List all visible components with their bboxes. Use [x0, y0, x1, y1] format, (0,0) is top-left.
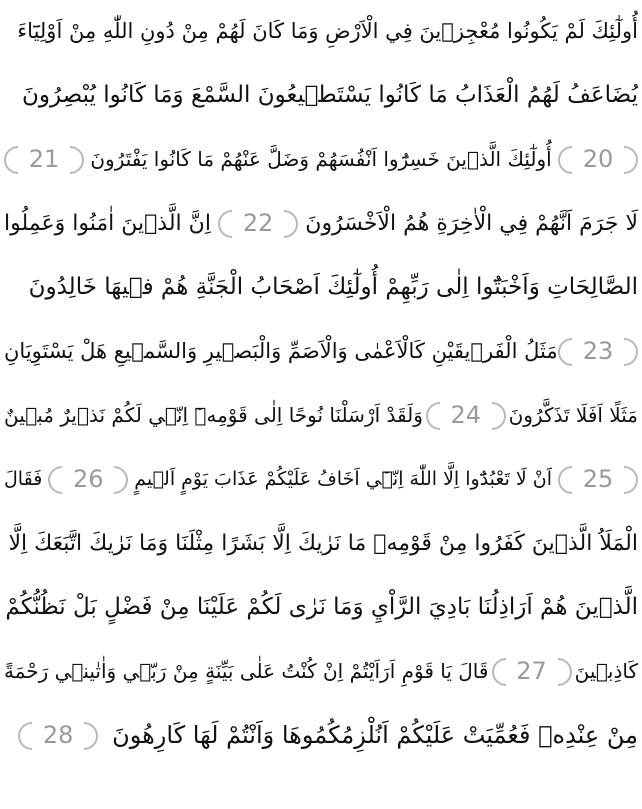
text-line-2 — [4, 64, 638, 126]
text-line-5 — [4, 256, 638, 318]
verse-number: 21 — [28, 145, 60, 173]
verse-text: مَثَلًا اَفَلَا تَذَكَّرُونَ — [508, 403, 638, 427]
verse-number: 23 — [582, 337, 614, 365]
verse-text: يُضَاعَفُ لَهُمُ الْعَذَابُ مَا كَانُوا يَسْتَطٖيعُونَ السَّمْعَ وَمَا كَانُوا يُبْصِرُونَ — [21, 82, 638, 108]
verse-text: أُولٰٓئِكَ الَّذٖينَ خَسِرُٓوا اَنْفُسَهُمْ وَضَلَّ عَنْهُمْ مَا كَانُوا يَفْتَرُونَ — [90, 147, 552, 171]
verse-text: مِنْ عِنْدِهٖ فَعُمِّيَتْ عَلَيْكُمْ اَنُلْزِمُكُمُوهَا وَاَنْتُمْ لَهَا كَارِهُونَ — [112, 721, 638, 749]
verse-text: كَاذِبٖينَ — [574, 659, 638, 683]
text-line-3 — [4, 128, 638, 190]
text-line-1 — [4, 0, 638, 62]
verse-text: مَثَلُ الْفَرٖيقَيْنِ كَالْاَعْمٰى وَالْاَصَمِّ وَالْبَصٖيرِ وَالسَّمٖيعِ هَلْ يَسْتَوِيَانِ — [4, 339, 558, 363]
verse-text: اَنْ لَا تَعْبُدُٓوا اِلَّا اللّٰهَ اِنّٖٓي اَخَافُ عَلَيْكُمْ عَذَابَ يَوْمٍ اَلٖيمٍ — [134, 468, 553, 490]
text-line-8 — [4, 448, 638, 510]
verse-number-marker — [18, 718, 98, 752]
text-line-9 — [4, 512, 638, 574]
verse-text: أُولٰٓئِكَ لَمْ يَكُونُوا مُعْجِزٖينَ فِي الْاَرْضِ وَمَا كَانَ لَهُمْ مِنْ دُونِ اللّٰهِ مِنْ اَوْلِيَٓاءَ — [17, 19, 638, 43]
verse-number-marker — [492, 654, 572, 688]
text-line-10 — [4, 576, 638, 638]
verse-number-marker — [4, 142, 84, 176]
verse-text: اِنَّ الَّذٖينَ اٰمَنُوا وَعَمِلُوا — [4, 210, 211, 236]
verse-number: 26 — [73, 465, 104, 493]
text-line-12 — [4, 704, 638, 766]
verse-text: الَّذٖينَ هُمْ اَرَاذِلُنَا بَادِيَ الرَّاْيِ وَمَا نَرٰى لَكُمْ عَلَيْنَا مِنْ فَضْلٍ بَلْ نَظُنُّكُمْ — [5, 594, 638, 620]
verse-number-marker — [558, 462, 638, 496]
text-line-11 — [4, 640, 638, 702]
text-line-6 — [4, 320, 638, 382]
verse-number-marker — [48, 462, 128, 496]
verse-number: 20 — [582, 145, 614, 173]
verse-number: 22 — [242, 209, 274, 237]
verse-number: 25 — [582, 465, 614, 493]
verse-text: فَقَالَ — [4, 468, 43, 490]
verse-number: 24 — [450, 401, 481, 429]
verse-number-marker — [558, 142, 638, 176]
text-line-7 — [4, 384, 638, 446]
verse-number: 27 — [516, 657, 547, 685]
verse-number-marker — [426, 398, 506, 432]
verse-number: 28 — [42, 721, 74, 749]
verse-text: وَلَقَدْ اَرْسَلْنَا نُوحًا اِلٰى قَوْمِهٖٓ اِنّٖي لَكُمْ نَذٖيرٌ مُبٖينٌ — [4, 403, 423, 427]
verse-text: الصَّالِحَاتِ وَاَخْبَتُٓوا اِلٰى رَبِّهِمْ أُولٰٓئِكَ اَصْحَابُ الْجَنَّةِ هُمْ فٖيهَا خَالِدُونَ — [28, 274, 638, 300]
verse-number-marker — [558, 334, 638, 368]
verse-text: الْمَلَاُ الَّذٖينَ كَفَرُوا مِنْ قَوْمِهٖ مَا نَرٰيكَ اِلَّا بَشَرًا مِثْلَنَا وَمَا نَرٰيكَ اتَّبَعَكَ اِلَّا — [8, 530, 638, 556]
text-line-4 — [4, 192, 638, 254]
verse-text: قَالَ يَا قَوْمِ اَرَاَيْتُمْ اِنْ كُنْتُ عَلٰى بَيِّنَةٍ مِنْ رَبّٖي وَاٰتٰينٖي رَحْمَةً — [4, 659, 489, 683]
verse-number-marker — [218, 206, 298, 240]
verse-text: لَا جَرَمَ اَنَّهُمْ فِي الْاٰخِرَةِ هُمُ الْاَخْسَرُونَ — [305, 210, 638, 236]
